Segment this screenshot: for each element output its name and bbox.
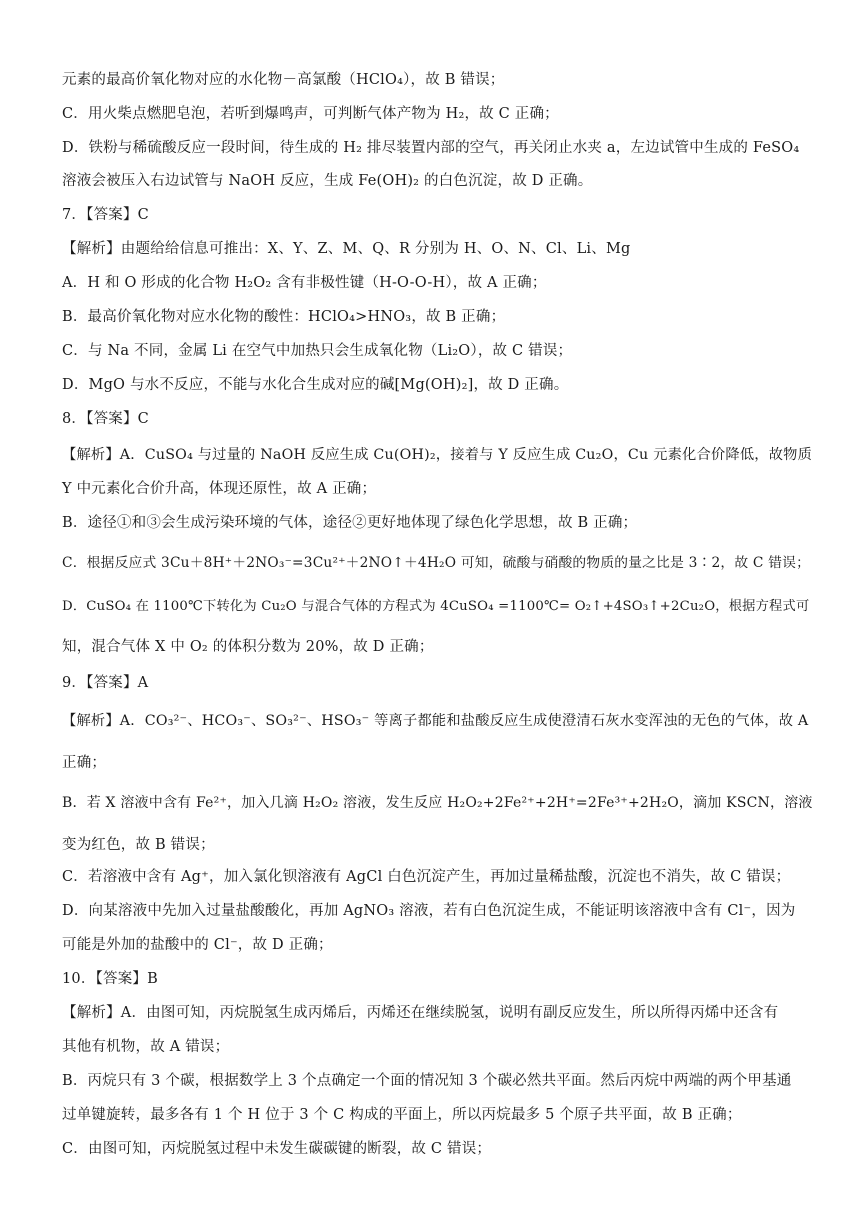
text-line: 【解析】A．CO₃²⁻、HCO₃⁻、SO₃²⁻、HSO₃⁻ 等离子都能和盐酸反应生成使澄清石灰水变浑浊的无色的气体，故 A xyxy=(62,713,809,729)
text-line: C．由图可知，丙烷脱氢过程中未发生碳碳键的断裂，故 C 错误； xyxy=(62,1141,492,1157)
text-line: B．丙烷只有 3 个碳，根据数学上 3 个点确定一个面的情况知 3 个碳必然共平面。然后丙烷中两端的两个甲基通 xyxy=(62,1073,792,1089)
text-line: D．向某溶液中先加入过量盐酸酸化，再加 AgNO₃ 溶液，若有白色沉淀生成，不能证明该溶液中含有 Cl⁻，因为 xyxy=(62,903,796,919)
text-line: 【解析】A．CuSO₄ 与过量的 NaOH 反应生成 Cu(OH)₂，接着与 Y 反应生成 Cu₂O，Cu 元素化合价降低，故物质 xyxy=(62,447,813,463)
answer-heading: 8．【答案】C xyxy=(62,411,149,427)
text-line: 可能是外加的盐酸中的 Cl⁻，故 D 正确； xyxy=(62,937,333,953)
answer-heading: 10．【答案】B xyxy=(62,971,158,987)
text-line: 【解析】由题给给信息可推出：X、Y、Z、M、Q、R 分别为 H、O、N、Cl、Li、Mg xyxy=(62,241,631,257)
text-line: 溶液会被压入右边试管与 NaOH 反应，生成 Fe(OH)₂ 的白色沉淀，故 D 正确。 xyxy=(62,173,593,189)
text-line: 变为红色，故 B 错误； xyxy=(62,837,215,853)
answer-heading: 7．【答案】C xyxy=(62,207,149,223)
text-line: 过单键旋转，最多各有 1 个 H 位于 3 个 C 构成的平面上，所以丙烷最多 5 个原子共平面，故 B 正确； xyxy=(62,1107,742,1123)
text-line: C．若溶液中含有 Ag⁺，加入氯化钡溶液有 AgCl 白色沉淀产生，再加过量稀盐酸，沉淀也不消失，故 C 错误； xyxy=(62,869,791,885)
answer-heading: 9．【答案】A xyxy=(62,675,149,691)
text-line: 元素的最高价氧化物对应的水化物－高氯酸（HClO₄），故 B 错误； xyxy=(62,72,505,88)
text-line: B．若 X 溶液中含有 Fe²⁺，加入几滴 H₂O₂ 溶液，发生反应 H₂O₂+2Fe²⁺+2H⁺=2Fe³⁺+2H₂O，滴加 KSCN，溶液 xyxy=(62,795,813,811)
text-line: 其他有机物，故 A 错误； xyxy=(62,1039,230,1055)
text-line: C．用火柴点燃肥皂泡，若听到爆鸣声，可判断气体产物为 H₂，故 C 正确； xyxy=(62,106,559,122)
text-line: C．根据反应式 3Cu＋8H⁺＋2NO₃⁻=3Cu²⁺＋2NO↑＋4H₂O 可知，硫酸与硝酸的物质的量之比是 3∶2，故 C 错误； xyxy=(62,555,811,571)
text-line: 正确； xyxy=(62,755,107,771)
text-line: 知，混合气体 X 中 O₂ 的体积分数为 20%，故 D 正确； xyxy=(62,639,434,655)
text-line: 【解析】A．由图可知，丙烷脱氢生成丙烯后，丙烯还在继续脱氢，说明有副反应发生，所以所得丙烯中还含有 xyxy=(62,1005,779,1021)
text-line: A．H 和 O 形成的化合物 H₂O₂ 含有非极性键（H-O-O-H），故 A 正确； xyxy=(62,275,547,291)
text-line: Y 中元素化合价升高，体现还原性，故 A 正确； xyxy=(62,481,377,497)
text-line: B．最高价氧化物对应水化物的酸性：HClO₄>HNO₃，故 B 正确； xyxy=(62,309,506,325)
text-line: D．CuSO₄ 在 1100℃下转化为 Cu₂O 与混合气体的方程式为 4CuSO₄ =1100℃= O₂↑+4SO₃↑+2Cu₂O，根据方程式可 xyxy=(62,599,810,614)
text-line: D．MgO 与水不反应，不能与水化合生成对应的碱[Mg(OH)₂]，故 D 正确。 xyxy=(62,377,569,393)
text-line: B．途径①和③会生成污染环境的气体，途径②更好地体现了绿色化学思想，故 B 正确； xyxy=(62,515,638,531)
text-line: C．与 Na 不同，金属 Li 在空气中加热只会生成氧化物（Li₂O），故 C 错误； xyxy=(62,343,573,359)
text-line: D．铁粉与稀硫酸反应一段时间，待生成的 H₂ 排尽装置内部的空气，再关闭止水夹 a，左边试管中生成的 FeSO₄ xyxy=(62,140,800,156)
